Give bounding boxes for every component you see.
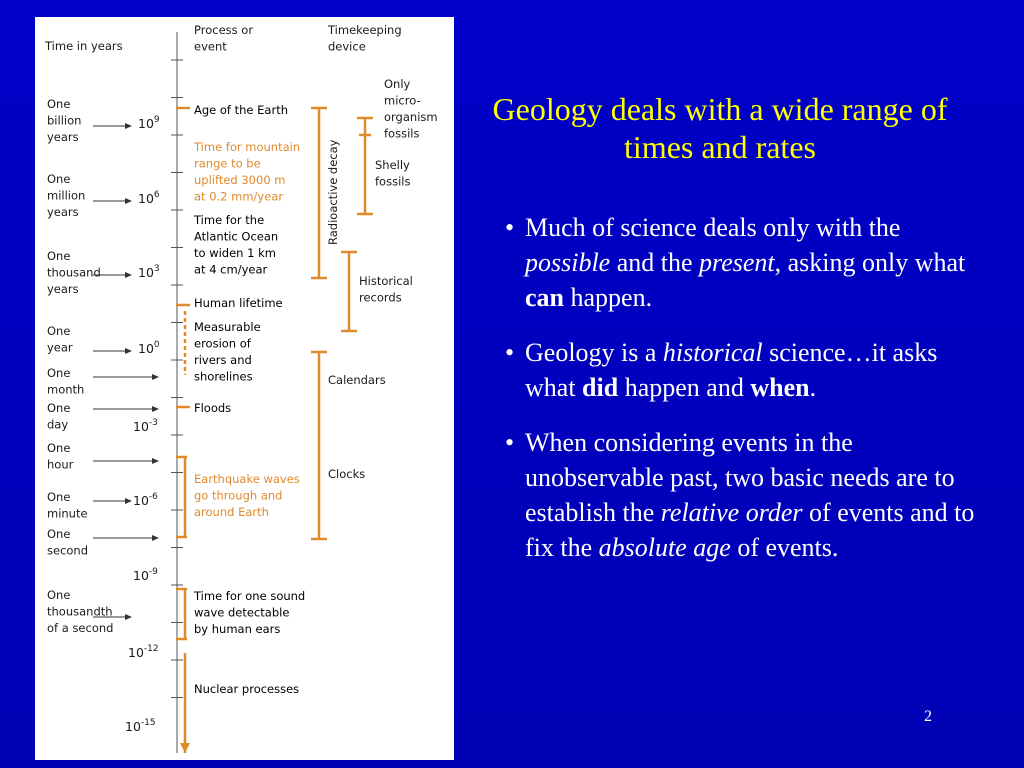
device-micro-fossils: micro- xyxy=(384,93,421,108)
header-time: Time in years xyxy=(45,39,123,53)
process-atlantic-widen: to widen 1 km xyxy=(194,246,276,260)
time-label-one-minute: One xyxy=(47,490,71,504)
time-label-one-thousandth: of a second xyxy=(47,621,114,635)
bullet-past-text: of events and to fix the xyxy=(525,498,975,562)
bullet-science-text: possible xyxy=(525,248,611,277)
time-label-one-year: year xyxy=(47,340,73,355)
time-label-one-billion: years xyxy=(47,130,79,144)
process-erosion: rivers and xyxy=(194,353,252,367)
device-radioactive-decay: Radioactive decay xyxy=(326,139,340,245)
time-label-one-month: One xyxy=(47,366,71,380)
process-erosion: erosion of xyxy=(194,336,251,351)
bullet-geology-text: happen and xyxy=(618,373,751,402)
time-label-one-second: second xyxy=(47,543,89,558)
power-em12 xyxy=(128,644,159,660)
power-exponent: -6 xyxy=(148,492,158,502)
header-process: Process or xyxy=(194,23,254,37)
process-erosion: shorelines xyxy=(194,369,253,384)
process-mountain-uplift: range to be xyxy=(194,156,261,171)
time-label-one-million: years xyxy=(47,205,79,219)
power-base: 10 xyxy=(138,341,154,356)
bullet-geology-text: Geology is a xyxy=(525,338,663,367)
timescale-figure xyxy=(35,17,454,760)
power-exponent: 0 xyxy=(153,340,160,350)
power-e3 xyxy=(138,264,160,280)
time-label-one-minute: minute xyxy=(47,506,88,521)
power-em3 xyxy=(133,418,158,434)
bullet-science xyxy=(505,210,975,315)
page-number: 2 xyxy=(924,708,932,725)
process-atlantic-widen: at 4 cm/year xyxy=(194,262,268,277)
process-erosion: Measurable xyxy=(194,320,261,334)
device-calendars: Calendars xyxy=(328,373,386,387)
time-label-one-million: million xyxy=(47,188,86,203)
power-e9 xyxy=(138,115,160,131)
arrow-head xyxy=(152,535,159,541)
process-age-of-earth: Age of the Earth xyxy=(194,103,289,117)
time-label-one-second: One xyxy=(47,527,71,541)
bullet-science-text: , asking only what xyxy=(774,248,966,277)
power-em9 xyxy=(133,567,158,583)
device-shelly-fossils: Shelly xyxy=(375,158,410,172)
device-micro-fossils: Only xyxy=(384,77,411,91)
bullet-geology-text: . xyxy=(809,373,817,402)
bullet-geology-text: did xyxy=(582,373,619,402)
power-base: 10 xyxy=(125,719,141,734)
power-e6 xyxy=(138,190,160,206)
power-em6 xyxy=(133,492,158,508)
power-exponent: -15 xyxy=(140,718,156,728)
bullet-past-text: absolute age xyxy=(598,533,731,562)
bullet-geology-text: science…it asks what xyxy=(525,338,938,402)
arrow-head xyxy=(125,198,132,204)
device-micro-fossils: fossils xyxy=(384,126,420,141)
device-historical-records: Historical xyxy=(359,274,413,288)
power-base: 10 xyxy=(138,265,154,280)
process-human-lifetime: Human lifetime xyxy=(194,296,283,310)
power-base: 10 xyxy=(133,568,149,583)
time-label-one-day: One xyxy=(47,401,71,415)
arrow-head xyxy=(125,348,132,354)
time-label-one-million: One xyxy=(47,172,71,186)
process-sound-wave: Time for one sound xyxy=(194,589,306,603)
process-atlantic-widen: Time for the xyxy=(194,213,265,227)
process-mountain-uplift: at 0.2 mm/year xyxy=(194,189,284,204)
bullet-past-text: When considering events in the unobservable past, two basic needs are to establish the xyxy=(525,428,955,527)
time-label-one-month: month xyxy=(47,382,85,397)
time-label-one-day: day xyxy=(47,417,69,432)
power-base: 10 xyxy=(138,116,154,131)
process-sound-wave: wave detectable xyxy=(194,605,290,620)
arrow-head xyxy=(125,498,132,504)
process-sound-wave: by human ears xyxy=(194,622,281,636)
bullet-past-text: relative order xyxy=(660,498,803,527)
time-label-one-thousand: thousand xyxy=(47,265,101,280)
marker-nuclear-arrowhead xyxy=(180,743,190,753)
arrow-head xyxy=(152,458,159,464)
power-exponent: 3 xyxy=(153,264,160,274)
bullet-geology-text: when xyxy=(750,373,810,402)
device-shelly-fossils: fossils xyxy=(375,174,411,189)
arrow-head xyxy=(152,374,159,380)
bullet-science-text: present xyxy=(699,248,775,277)
time-label-one-billion: One xyxy=(47,97,71,111)
process-floods: Floods xyxy=(194,401,232,415)
bullet-geology-text: historical xyxy=(662,338,763,367)
arrow-head xyxy=(125,123,132,129)
header-process: event xyxy=(194,39,227,54)
bullet-science-text: can xyxy=(525,283,564,312)
power-exponent: 6 xyxy=(153,190,160,200)
bullet-past xyxy=(505,425,975,565)
bullet-past-text: of events. xyxy=(730,533,839,562)
arrow-head xyxy=(125,272,132,278)
process-nuclear: Nuclear processes xyxy=(194,682,300,696)
power-base: 10 xyxy=(128,645,144,660)
header-device: device xyxy=(328,39,366,54)
time-label-one-thousand: One xyxy=(47,249,71,263)
process-earthquake-waves: Earthquake waves xyxy=(194,472,300,486)
time-label-one-thousand: years xyxy=(47,282,79,296)
header-device: Timekeeping xyxy=(328,23,402,37)
slide-title: Geology deals with a wide range of times and rates xyxy=(492,91,948,165)
process-earthquake-waves: around Earth xyxy=(194,505,269,519)
power-base: 10 xyxy=(138,191,154,206)
power-em15 xyxy=(125,718,156,734)
device-historical-records: records xyxy=(359,290,402,305)
bullet-list xyxy=(505,210,975,585)
process-mountain-uplift: uplifted 3000 m xyxy=(194,173,286,187)
power-base: 10 xyxy=(133,419,149,434)
timescale-diagram xyxy=(35,17,454,760)
bullet-science-text: happen. xyxy=(564,283,653,312)
power-exponent: -9 xyxy=(148,567,158,577)
process-earthquake-waves: go through and xyxy=(194,488,283,503)
power-exponent: -12 xyxy=(143,644,159,654)
time-label-one-hour: hour xyxy=(47,457,74,472)
arrow-head xyxy=(152,406,159,412)
bullet-geology xyxy=(505,335,975,405)
device-clocks: Clocks xyxy=(328,467,366,481)
power-exponent: 9 xyxy=(153,115,160,125)
power-e0 xyxy=(138,340,160,356)
time-label-one-hour: One xyxy=(47,441,71,455)
device-micro-fossils: organism xyxy=(384,110,438,124)
time-label-one-thousandth: One xyxy=(47,588,71,602)
arrow-head xyxy=(125,614,132,620)
power-exponent: -3 xyxy=(148,418,158,428)
bullet-science-text: Much of science deals only with the xyxy=(525,213,901,242)
process-mountain-uplift: Time for mountain xyxy=(194,140,301,154)
time-label-one-billion: billion xyxy=(47,113,82,128)
time-label-one-thousandth: thousandth xyxy=(47,604,113,619)
power-base: 10 xyxy=(133,493,149,508)
bullet-science-text: and the xyxy=(610,248,700,277)
time-label-one-year: One xyxy=(47,324,71,338)
process-atlantic-widen: Atlantic Ocean xyxy=(194,229,279,244)
